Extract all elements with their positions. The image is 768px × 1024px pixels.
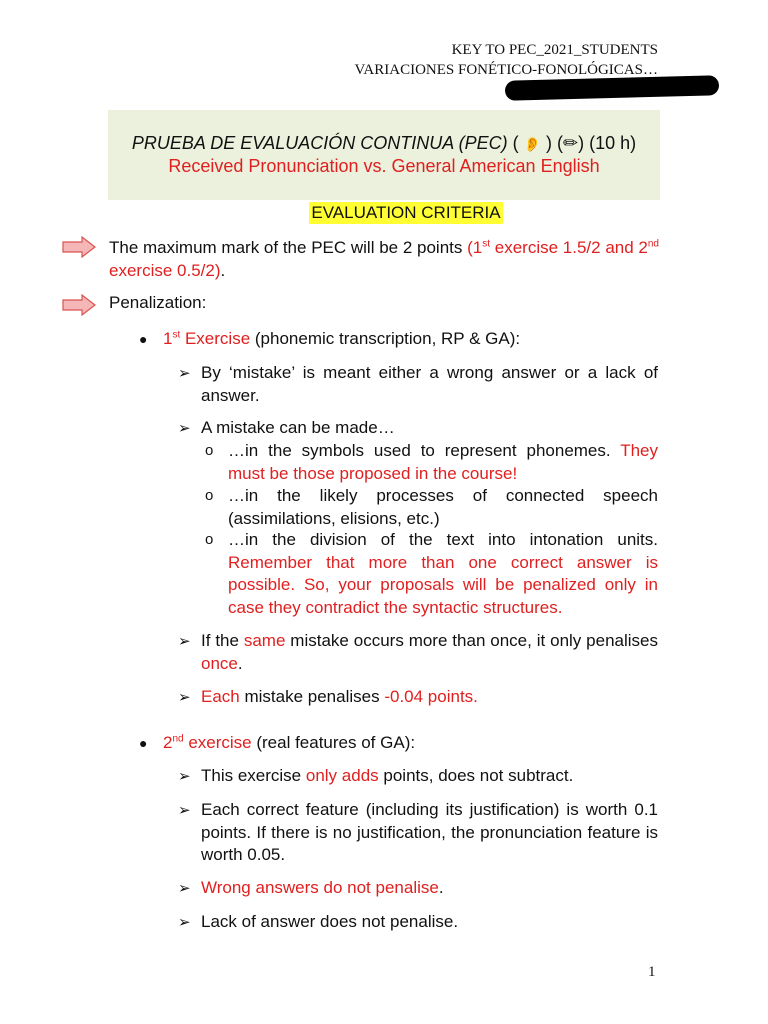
mistake-symbols: …in the symbols used to represent phonemes. They must be those proposed in the course! [228, 441, 658, 483]
evaluation-criteria-heading: EVALUATION CRITERIA [311, 203, 501, 222]
chevron-icon: ➢ [178, 689, 191, 706]
exercise-2-heading: 2nd exercise (real features of GA): [163, 733, 416, 752]
penalization-label: Penalization: [109, 293, 207, 312]
mistake-can-be-made: A mistake can be made… [201, 418, 395, 437]
pink-arrow-icon [62, 236, 96, 258]
chevron-icon: ➢ [178, 880, 191, 897]
same-mistake-rule: If the same mistake occurs more than once, it only penalises once. [201, 631, 659, 673]
chevron-icon: ➢ [178, 633, 191, 650]
title-box [108, 110, 660, 200]
correct-feature-rule: Each correct feature (including its justification) is worth 0.1 points. If there is no justification, the pronunciation feature is worth 0.05. [201, 800, 658, 864]
evaluation-criteria-heading-wrap [0, 202, 768, 224]
mistake-definition: By ‘mistake’ is meant either a wrong answer or a lack of answer. [201, 363, 658, 405]
pink-arrow-icon [62, 294, 96, 316]
page-number: 1 [648, 964, 656, 980]
ear-icon: 👂 [523, 136, 542, 152]
circle-bullet-icon: o [205, 487, 214, 504]
mistake-connected-speech: …in the likely processes of connected speech (assimilations, elisions, etc.) [228, 486, 658, 528]
wrong-answers-rule: Wrong answers do not penalise. [201, 878, 444, 897]
only-adds-rule: This exercise only adds points, does not subtract. [201, 766, 574, 785]
bullet-icon: ● [139, 331, 148, 347]
subtitle: Received Pronunciation vs. General American English [168, 156, 600, 176]
chevron-icon: ➢ [178, 365, 191, 382]
chevron-icon: ➢ [178, 768, 191, 785]
bullet-icon: ● [139, 735, 148, 751]
redaction-mark [505, 75, 719, 101]
chevron-icon: ➢ [178, 420, 191, 437]
exercise-1-heading: 1st Exercise (phonemic transcription, RP & GA): [163, 329, 521, 348]
mistake-intonation-units: …in the division of the text into intonation units. Remember that more than one correct answer is possible. So, your proposals will be penalized only in case they contradict the syntactic structures. [228, 530, 658, 617]
document-header [355, 40, 659, 80]
chevron-icon: ➢ [178, 802, 191, 819]
lack-of-answer-rule: Lack of answer does not penalise. [201, 912, 459, 931]
title-line: PRUEBA DE EVALUACIÓN CONTINUA (PEC) ( 👂 ) (✏) (10 h) [131, 133, 637, 153]
circle-bullet-icon: o [205, 442, 214, 459]
each-mistake-penalty: Each mistake penalises -0.04 points. [201, 687, 478, 706]
pencil-icon: ✏ [563, 133, 579, 153]
header-line-2: VARIACIONES FONÉTICO-FONOLÓGICAS… [354, 62, 658, 78]
circle-bullet-icon: o [205, 531, 214, 548]
chevron-icon: ➢ [178, 914, 191, 931]
header-line-1: KEY TO PEC_2021_STUDENTS [451, 42, 658, 58]
max-mark-paragraph: The maximum mark of the PEC will be 2 points (1st exercise 1.5/2 and 2nd exercise 0.5/2). [109, 238, 659, 280]
